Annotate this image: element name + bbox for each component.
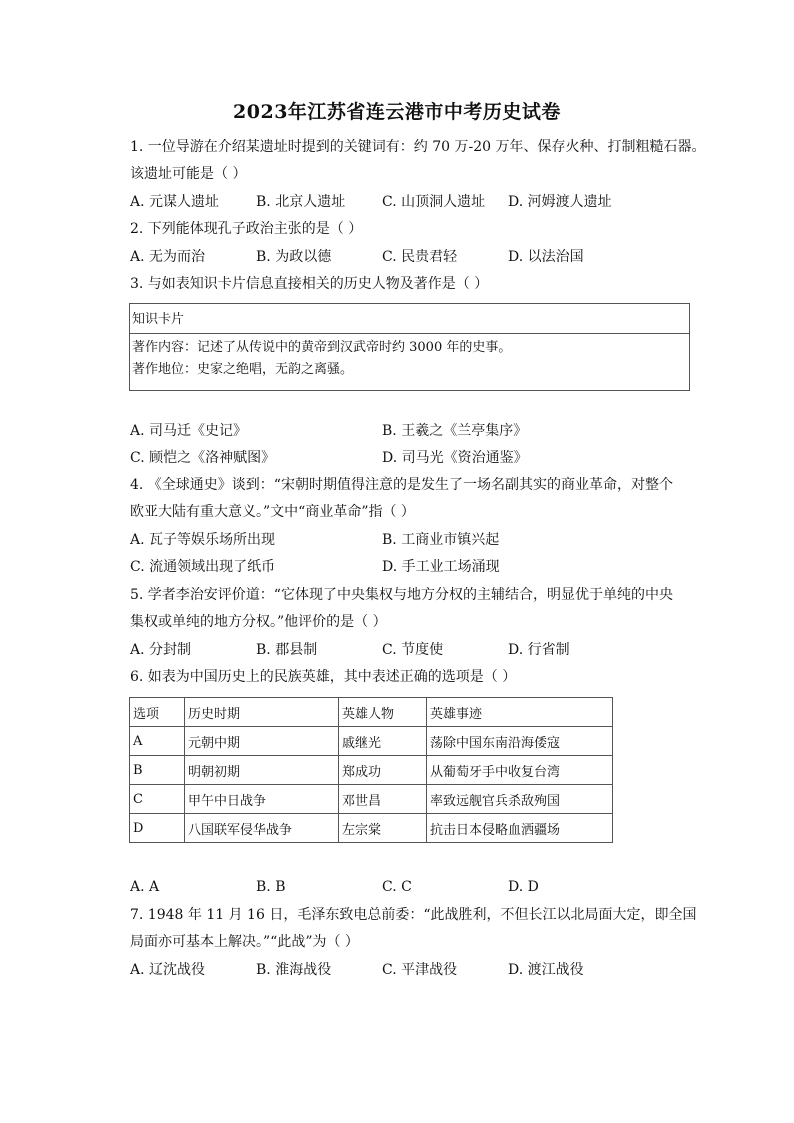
question-4-text-cont: 欧亚大陆有重大意义。”文中“商业革命”指（ ） xyxy=(130,504,415,520)
question-4-text: 4. 《全球通史》谈到：“宋朝时期值得注意的是发生了一场名副其实的商业革命，对整个 xyxy=(130,477,673,493)
q6-option-a: A. A xyxy=(130,879,160,895)
question-5-text-cont: 集权或单纯的地方分权。”他评价的是（ ） xyxy=(130,614,387,630)
knowledge-card xyxy=(129,303,690,391)
table-cell: 甲午中日战争 xyxy=(185,785,339,814)
question-6-text: 6. 如表为中国历史上的民族英雄，其中表述正确的选项是（ ） xyxy=(130,669,517,685)
q5-option-d: D. 行省制 xyxy=(508,642,570,658)
question-3-text: 3. 与如表知识卡片信息直接相关的历史人物及著作是（ ） xyxy=(130,276,489,292)
q3-option-a: A. 司马迁《史记》 xyxy=(130,423,248,439)
question-1-text-cont: 该遗址可能是（ ） xyxy=(130,166,247,182)
table-cell: 从葡萄牙手中收复台湾 xyxy=(427,756,613,785)
q2-option-b: B. 为政以德 xyxy=(256,249,332,265)
table-cell: 郑成功 xyxy=(339,756,427,785)
question-7-text-cont: 局面亦可基本上解决。”“此战”为（ ） xyxy=(130,934,359,950)
q6-option-b: B. B xyxy=(256,879,286,895)
question-1-text: 1. 一位导游在介绍某遗址时提到的关键词有：约 70 万-20 万年、保存火种、打制粗糙石器。 xyxy=(130,139,706,155)
table-cell: 邓世昌 xyxy=(339,785,427,814)
q4-option-c: C. 流通领域出现了纸币 xyxy=(130,559,276,575)
q6-option-c: C. C xyxy=(382,879,412,895)
table-header-cell: 英雄人物 xyxy=(339,698,427,727)
table-row xyxy=(130,814,613,843)
table-cell: 八国联军侵华战争 xyxy=(185,814,339,843)
table-cell: 戚继光 xyxy=(339,727,427,756)
table-header-cell: 英雄事迹 xyxy=(427,698,613,727)
q3-option-c: C. 顾恺之《洛神赋图》 xyxy=(130,450,276,466)
question-7-text: 7. 1948 年 11 月 16 日，毛泽东致电总前委：“此战胜利，不但长江以北局面大定，即全国 xyxy=(130,907,697,923)
q1-option-a: A. 元谋人遗址 xyxy=(130,194,220,210)
q2-option-a: A. 无为而治 xyxy=(130,249,206,265)
table-row xyxy=(130,756,613,785)
q6-option-d: D. D xyxy=(508,879,539,895)
table-cell: A xyxy=(130,727,185,756)
table-cell: 元朝中期 xyxy=(185,727,339,756)
table-cell: 率致远舰官兵杀敌殉国 xyxy=(427,785,613,814)
q7-option-d: D. 渡江战役 xyxy=(508,962,584,978)
knowledge-card-content: 著作内容：记述了从传说中的黄帝到汉武帝时约 3000 年的史事。 xyxy=(132,340,512,355)
table-header-cell: 选项 xyxy=(130,698,185,727)
q3-option-d: D. 司马光《资治通鉴》 xyxy=(382,450,528,466)
q5-option-c: C. 节度使 xyxy=(382,642,444,658)
q5-option-b: B. 郡县制 xyxy=(256,642,318,658)
table-header-row xyxy=(130,698,613,727)
q1-option-c: C. 山顶洞人遗址 xyxy=(382,194,486,210)
q2-option-d: D. 以法治国 xyxy=(508,249,584,265)
table-cell: 左宗棠 xyxy=(339,814,427,843)
table-cell: B xyxy=(130,756,185,785)
q4-option-b: B. 工商业市镇兴起 xyxy=(382,532,500,548)
table-cell: C xyxy=(130,785,185,814)
table-cell: 抗击日本侵略血洒疆场 xyxy=(427,814,613,843)
q7-option-b: B. 淮海战役 xyxy=(256,962,332,978)
q5-option-a: A. 分封制 xyxy=(130,642,192,658)
q3-option-b: B. 王羲之《兰亭集序》 xyxy=(382,423,528,439)
table-row xyxy=(130,727,613,756)
table-cell: 荡除中国东南沿海倭寇 xyxy=(427,727,613,756)
table-row xyxy=(130,785,613,814)
q4-option-a: A. 瓦子等娱乐场所出现 xyxy=(130,532,276,548)
table-cell: 明朝初期 xyxy=(185,756,339,785)
q4-option-d: D. 手工业工场涌现 xyxy=(382,559,500,575)
question-2-text: 2. 下列能体现孔子政治主张的是（ ） xyxy=(130,221,363,237)
q1-option-b: B. 北京人遗址 xyxy=(256,194,346,210)
table-cell: D xyxy=(130,814,185,843)
knowledge-card-header: 知识卡片 xyxy=(130,304,689,334)
q7-option-a: A. 辽沈战役 xyxy=(130,962,206,978)
q2-option-c: C. 民贵君轻 xyxy=(382,249,458,265)
q1-option-d: D. 河姆渡人遗址 xyxy=(508,194,612,210)
knowledge-card-status: 著作地位：史家之绝唱，无韵之离骚。 xyxy=(132,362,354,377)
heroes-table xyxy=(129,697,613,843)
table-header-cell: 历史时期 xyxy=(185,698,339,727)
question-5-text: 5. 学者李治安评价道：“它体现了中央集权与地方分权的主辅结合，明显优于单纯的中央 xyxy=(130,587,673,603)
exam-title: 2023年江苏省连云港市中考历史试卷 xyxy=(233,101,561,123)
q7-option-c: C. 平津战役 xyxy=(382,962,458,978)
